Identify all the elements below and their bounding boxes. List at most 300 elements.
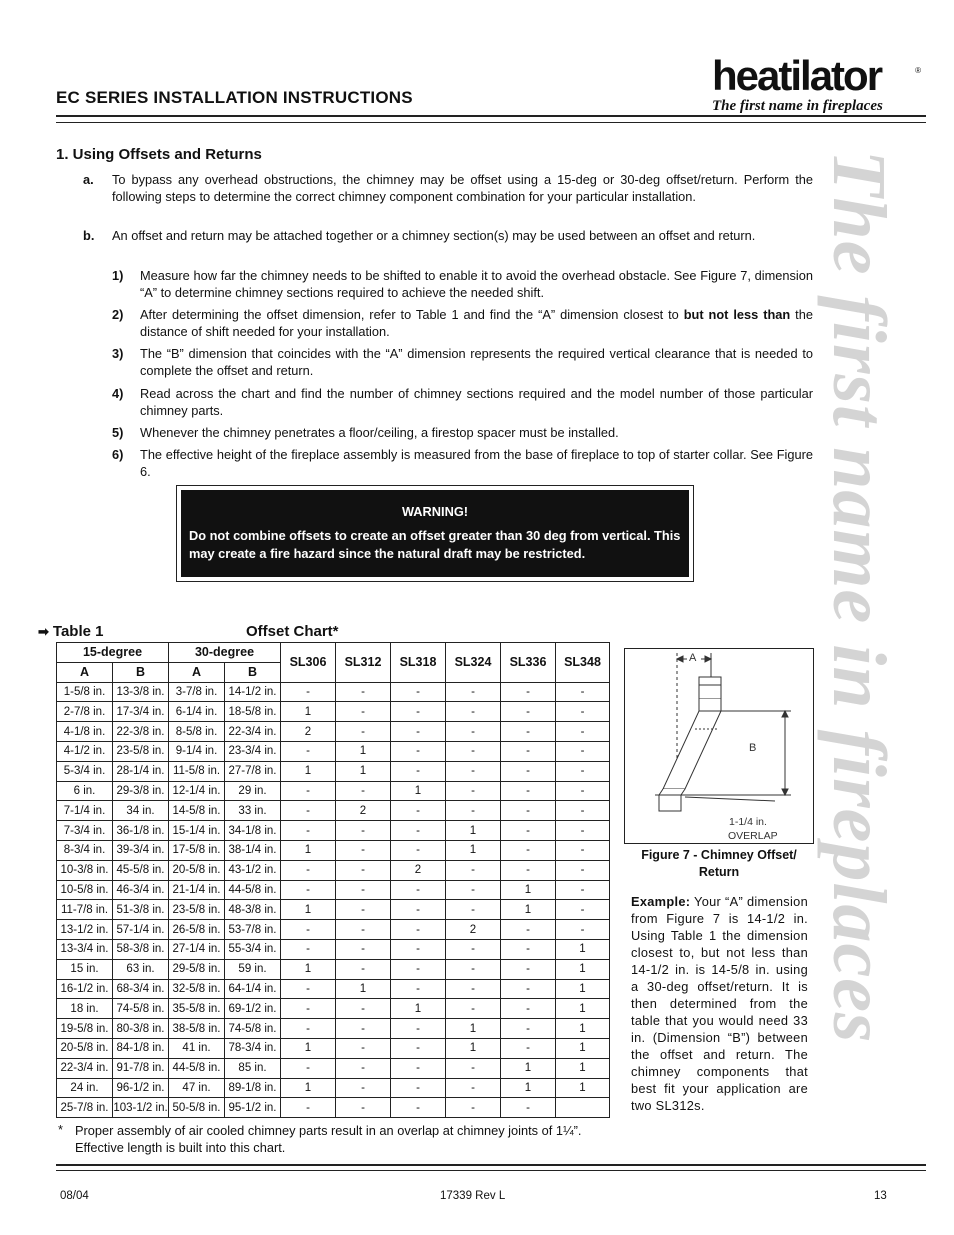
table-cell: 1 [556, 999, 610, 1019]
model-header: SL336 [501, 643, 556, 683]
table-row [57, 900, 610, 920]
table-cell: 36-1/8 in. [113, 821, 169, 841]
table-cell: 23-5/8 in. [113, 741, 169, 761]
table-cell: - [336, 1058, 391, 1078]
table-cell: 1 [556, 939, 610, 959]
table-cell: 14-1/2 in. [225, 682, 281, 702]
table-cell: - [336, 1038, 391, 1058]
table-cell: 103-1/2 in. [113, 1098, 169, 1118]
table-cell: 27-1/4 in. [169, 939, 225, 959]
item-b-label: b. [83, 228, 95, 243]
table-arrow-icon: ➡ [38, 624, 49, 639]
table-row [57, 741, 610, 761]
table-cell: 1 [556, 1038, 610, 1058]
table-cell: 1 [501, 1078, 556, 1098]
heatilator-logo [712, 52, 921, 115]
figure-7-box [624, 648, 814, 844]
table-cell: 33 in. [225, 801, 281, 821]
item-a-text: To bypass any overhead obstructions, the chimney may be offset using a 15-deg or 30-deg offset/return. Perform the following steps to determine the correct chimney component combination for your particular installation. [112, 172, 813, 204]
table-cell: 2-7/8 in. [57, 702, 113, 722]
table-cell: - [446, 682, 501, 702]
table-cell: 16-1/2 in. [57, 979, 113, 999]
table-cell: 85 in. [225, 1058, 281, 1078]
table-cell: - [281, 999, 336, 1019]
table-cell: - [281, 920, 336, 940]
table-cell: 1 [336, 761, 391, 781]
table-cell: 59 in. [225, 959, 281, 979]
table-cell: - [556, 761, 610, 781]
table-cell: - [336, 1019, 391, 1039]
table-cell: - [446, 880, 501, 900]
table-cell: - [556, 722, 610, 742]
logo-wordmark: heatilator [712, 52, 882, 99]
table-cell: 17-3/4 in. [113, 702, 169, 722]
table-cell: - [336, 920, 391, 940]
warning-box [176, 485, 694, 582]
table-cell: - [446, 860, 501, 880]
table-cell: - [281, 1058, 336, 1078]
logo-tagline: The first name in fireplaces [712, 98, 883, 114]
table-cell: 50-5/8 in. [169, 1098, 225, 1118]
table-cell: - [556, 860, 610, 880]
table-cell: - [556, 702, 610, 722]
table-cell: 29 in. [225, 781, 281, 801]
table-cell: - [391, 801, 446, 821]
table-cell: - [336, 821, 391, 841]
table-row [57, 959, 610, 979]
table-cell: - [281, 939, 336, 959]
table-caption [38, 623, 103, 640]
table-cell: 7-3/4 in. [57, 821, 113, 841]
table-cell: - [446, 1058, 501, 1078]
table-cell: - [391, 979, 446, 999]
table-cell: 2 [336, 801, 391, 821]
table-cell: 55-3/4 in. [225, 939, 281, 959]
warning-panel [181, 490, 689, 577]
table-cell: 29-3/8 in. [113, 781, 169, 801]
table-cell: - [556, 781, 610, 801]
table-cell: 15-1/4 in. [169, 821, 225, 841]
table-cell: - [501, 801, 556, 821]
table-cell: 91-7/8 in. [113, 1058, 169, 1078]
table-cell: 78-3/4 in. [225, 1038, 281, 1058]
table-row [57, 1058, 610, 1078]
table-cell: - [446, 801, 501, 821]
table-cell: 34-1/8 in. [225, 821, 281, 841]
table-cell: - [501, 821, 556, 841]
table-cell: - [446, 1098, 501, 1118]
table-cell: 45-5/8 in. [113, 860, 169, 880]
table-cell: 13-3/8 in. [113, 682, 169, 702]
table-row [57, 939, 610, 959]
table-cell: - [501, 722, 556, 742]
table-cell: 1 [501, 900, 556, 920]
table-cell: 20-5/8 in. [169, 860, 225, 880]
table-row [57, 880, 610, 900]
model-header: SL312 [336, 643, 391, 683]
table-row [57, 722, 610, 742]
table-cell: 8-5/8 in. [169, 722, 225, 742]
table-cell: 1 [501, 880, 556, 900]
table-cell: - [391, 1078, 446, 1098]
table-cell: - [391, 821, 446, 841]
sub-header-a: A [169, 662, 225, 682]
table-row [57, 979, 610, 999]
table-cell: 32-5/8 in. [169, 979, 225, 999]
footer-rule-thin [56, 1170, 926, 1171]
table-cell: 12-1/4 in. [169, 781, 225, 801]
table-cell: - [501, 1019, 556, 1039]
table-cell: 39-3/4 in. [113, 840, 169, 860]
table-cell: 1 [556, 1019, 610, 1039]
side-watermark-text: The first name in fireplaces [817, 150, 901, 1044]
table-cell: - [281, 1098, 336, 1118]
table-row [57, 999, 610, 1019]
table-row [57, 860, 610, 880]
step-5-num: 5) [112, 425, 124, 440]
table-cell: 69-1/2 in. [225, 999, 281, 1019]
table-cell: - [336, 682, 391, 702]
table-row [57, 761, 610, 781]
table-cell: 38-5/8 in. [169, 1019, 225, 1039]
table-row [57, 1098, 610, 1118]
table-cell: - [391, 1038, 446, 1058]
table-cell: - [281, 979, 336, 999]
table-cell: 1 [446, 1038, 501, 1058]
table-cell: - [556, 920, 610, 940]
group-header-30deg: 30-degree [169, 643, 281, 663]
table-cell: - [336, 860, 391, 880]
table-group-header-row [57, 643, 610, 663]
table-cell: - [446, 741, 501, 761]
table-row [57, 801, 610, 821]
table-cell: - [501, 840, 556, 860]
table-cell: - [391, 722, 446, 742]
chimney-offset-diagram [625, 649, 813, 843]
table-cell: - [556, 801, 610, 821]
table-label: Table 1 [52, 623, 104, 640]
table-cell: - [501, 781, 556, 801]
header-rule-thin [56, 122, 926, 123]
header-rule [56, 115, 926, 117]
footer-rule [56, 1164, 926, 1166]
table-cell: - [336, 959, 391, 979]
item-a-label: a. [83, 172, 94, 187]
table-cell: - [446, 702, 501, 722]
table-cell: - [391, 682, 446, 702]
table-cell: - [281, 741, 336, 761]
footer-page-number: 13 [874, 1190, 887, 1202]
table-footnote: Proper assembly of air cooled chimney parts result in an overlap at chimney joints of 1¼”. Effective length is built into this chart. [75, 1123, 582, 1155]
table-cell: 4-1/2 in. [57, 741, 113, 761]
table-cell: 1 [556, 1058, 610, 1078]
table-cell: - [391, 959, 446, 979]
table-cell: - [391, 702, 446, 722]
table-cell: 14-5/8 in. [169, 801, 225, 821]
table-cell: 11-7/8 in. [57, 900, 113, 920]
table-cell: 11-5/8 in. [169, 761, 225, 781]
table-cell: 34 in. [113, 801, 169, 821]
step-1-num: 1) [112, 268, 124, 283]
table-cell: - [336, 840, 391, 860]
table-cell: 9-1/4 in. [169, 741, 225, 761]
table-cell: - [336, 999, 391, 1019]
table-cell: - [281, 781, 336, 801]
table-cell: 22-3/8 in. [113, 722, 169, 742]
table-row [57, 920, 610, 940]
table-cell: 89-1/8 in. [225, 1078, 281, 1098]
table-cell: 24 in. [57, 1078, 113, 1098]
table-cell: 2 [281, 722, 336, 742]
table-row [57, 1019, 610, 1039]
table-cell: - [446, 761, 501, 781]
table-cell: 8-3/4 in. [57, 840, 113, 860]
table-cell: - [391, 939, 446, 959]
table-cell: 1 [281, 702, 336, 722]
table-cell: - [446, 900, 501, 920]
table-cell: - [391, 1019, 446, 1039]
table-cell: - [501, 939, 556, 959]
table-cell: - [556, 682, 610, 702]
table-cell: 20-5/8 in. [57, 1038, 113, 1058]
sub-header-b: B [113, 662, 169, 682]
table-cell: - [391, 880, 446, 900]
footer-doc-number: 17339 Rev L [440, 1190, 506, 1202]
footer-date: 08/04 [60, 1190, 89, 1202]
table-cell: - [391, 920, 446, 940]
table-row [57, 781, 610, 801]
table-row [57, 702, 610, 722]
table-cell: - [501, 702, 556, 722]
table-cell: 95-1/2 in. [225, 1098, 281, 1118]
table-cell: 21-1/4 in. [169, 880, 225, 900]
table-cell: 26-5/8 in. [169, 920, 225, 940]
table-cell: 58-3/8 in. [113, 939, 169, 959]
example-label: Example: [631, 894, 691, 909]
table-row [57, 682, 610, 702]
table-body [57, 682, 610, 1118]
figure-overlap-label: OVERLAP [728, 830, 778, 842]
table-cell: - [501, 959, 556, 979]
table-cell: 35-5/8 in. [169, 999, 225, 1019]
example-paragraph [631, 893, 808, 1114]
table-cell: - [281, 880, 336, 900]
table-cell: 84-1/8 in. [113, 1038, 169, 1058]
table-cell: - [446, 1078, 501, 1098]
table-cell: 3-7/8 in. [169, 682, 225, 702]
model-header: SL324 [446, 643, 501, 683]
table-cell: 44-5/8 in. [169, 1058, 225, 1078]
table-cell: 64-1/4 in. [225, 979, 281, 999]
table-cell: 2 [391, 860, 446, 880]
table-cell: 1 [556, 1078, 610, 1098]
table-row [57, 821, 610, 841]
step-2-text-bold: but not less than [683, 307, 791, 322]
table-cell: 29-5/8 in. [169, 959, 225, 979]
table-cell: - [446, 959, 501, 979]
table-cell: - [501, 979, 556, 999]
table-cell: 15 in. [57, 959, 113, 979]
step-6-num: 6) [112, 447, 124, 462]
table-cell: - [336, 1098, 391, 1118]
table-cell: - [336, 781, 391, 801]
sub-header-a: A [57, 662, 113, 682]
table-cell: - [391, 741, 446, 761]
table-cell: 1 [281, 1038, 336, 1058]
table-cell: 1-5/8 in. [57, 682, 113, 702]
step-3-text: The “B” dimension that coincides with the “A” dimension represents the required vertical clearance that is needed to complete the offset and return. [140, 346, 813, 378]
table-cell: - [281, 821, 336, 841]
step-2-num: 2) [112, 307, 124, 322]
table-cell: 53-7/8 in. [225, 920, 281, 940]
table-cell: 1 [501, 1058, 556, 1078]
step-6-text: The effective height of the fireplace assembly is measured from the base of fireplace to top of starter collar. See Figure 6. [140, 447, 813, 479]
table-cell: 4-1/8 in. [57, 722, 113, 742]
table-cell: - [336, 722, 391, 742]
table-cell: 2 [446, 920, 501, 940]
table-row [57, 1078, 610, 1098]
table-cell: - [391, 840, 446, 860]
table-cell: - [501, 1098, 556, 1118]
table-cell: - [556, 880, 610, 900]
table-cell: - [336, 900, 391, 920]
table-cell: 46-3/4 in. [113, 880, 169, 900]
table-cell: - [391, 900, 446, 920]
table-row [57, 1038, 610, 1058]
offset-chart-table [56, 642, 610, 1118]
table-cell: 5-3/4 in. [57, 761, 113, 781]
step-4-num: 4) [112, 386, 124, 401]
table-cell: 1 [391, 999, 446, 1019]
step-2-text [140, 306, 813, 340]
side-watermark [812, 140, 924, 1160]
table-cell: - [391, 1098, 446, 1118]
table-cell: 43-1/2 in. [225, 860, 281, 880]
table-cell: - [501, 860, 556, 880]
table-cell: - [281, 1019, 336, 1039]
table-title: Offset Chart* [246, 623, 339, 640]
model-header: SL348 [556, 643, 610, 683]
table-cell: - [556, 900, 610, 920]
model-header: SL318 [391, 643, 446, 683]
table-cell: - [446, 999, 501, 1019]
table-cell: 96-1/2 in. [113, 1078, 169, 1098]
table-cell: 1 [281, 959, 336, 979]
table-cell: - [336, 1078, 391, 1098]
table-cell: 18-5/8 in. [225, 702, 281, 722]
table-cell: 1 [281, 761, 336, 781]
table-cell: 27-7/8 in. [225, 761, 281, 781]
table-cell: 17-5/8 in. [169, 840, 225, 860]
table-cell: 10-3/8 in. [57, 860, 113, 880]
table-cell: - [281, 801, 336, 821]
figure-label-a: A [689, 652, 697, 664]
page-header-title: EC SERIES INSTALLATION INSTRUCTIONS [56, 88, 413, 107]
table-cell: - [281, 860, 336, 880]
table-cell: 57-1/4 in. [113, 920, 169, 940]
table-cell: - [446, 979, 501, 999]
section-title: 1. Using Offsets and Returns [56, 146, 262, 163]
table-cell: 23-3/4 in. [225, 741, 281, 761]
step-2-text-pre: After determining the offset dimension, refer to Table 1 and find the “A” dimension closest to [140, 307, 684, 322]
table-cell: 38-1/4 in. [225, 840, 281, 860]
example-text: Your “A” dimension from Figure 7 is 14-1/2 in. Using Table 1 the dimension closest to, but not less than 14-1/2 in. is 14-5/8 in. using a 30-deg offset/return. It is then determined from the table that you would need 33 in. (Dimension “B”) between the offset and return. The chimney components that best fit your application are two SL312s. [631, 894, 808, 1113]
step-2-text-post: the distance of shift needed for your installation. [140, 307, 813, 339]
table-cell: - [501, 761, 556, 781]
table-cell: - [336, 939, 391, 959]
warning-heading: WARNING! [401, 504, 469, 519]
table-cell: - [281, 682, 336, 702]
step-1-text: Measure how far the chimney needs to be shifted to enable it to avoid the overhead obstacle. See Figure 7, dimension “A” to determine chimney sections required to achieve the needed shift. [140, 268, 813, 300]
table-cell: 28-1/4 in. [113, 761, 169, 781]
step-4-text: Read across the chart and find the number of chimney sections required and the model number of those particular chimney parts. [140, 386, 813, 418]
table-cell: 1 [281, 900, 336, 920]
table-cell: 1 [446, 840, 501, 860]
table-cell: - [501, 999, 556, 1019]
table-cell: 7-1/4 in. [57, 801, 113, 821]
sub-header-b: B [225, 662, 281, 682]
table-cell: - [336, 702, 391, 722]
table-cell: - [501, 682, 556, 702]
table-cell: 10-5/8 in. [57, 880, 113, 900]
table-cell: 25-7/8 in. [57, 1098, 113, 1118]
step-3-num: 3) [112, 346, 124, 361]
table-cell: - [446, 781, 501, 801]
table-cell: - [336, 880, 391, 900]
table-cell: 23-5/8 in. [169, 900, 225, 920]
table-cell: - [391, 761, 446, 781]
table-cell [556, 1098, 610, 1118]
model-header: SL306 [281, 643, 336, 683]
table-cell: - [501, 741, 556, 761]
table-cell: 1 [336, 741, 391, 761]
table-cell: - [446, 939, 501, 959]
table-row [57, 840, 610, 860]
table-cell: 51-3/8 in. [113, 900, 169, 920]
table-cell: 1 [446, 821, 501, 841]
table-cell: 47 in. [169, 1078, 225, 1098]
footnote-mark: * [58, 1122, 63, 1137]
table-cell: 63 in. [113, 959, 169, 979]
table-cell: 19-5/8 in. [57, 1019, 113, 1039]
table-cell: - [556, 741, 610, 761]
table-cell: 41 in. [169, 1038, 225, 1058]
table-cell: 74-5/8 in. [113, 999, 169, 1019]
table-cell: 1 [281, 840, 336, 860]
table-cell: 22-3/4 in. [57, 1058, 113, 1078]
table-cell: 48-3/8 in. [225, 900, 281, 920]
table-cell: - [501, 920, 556, 940]
table-cell: 80-3/8 in. [113, 1019, 169, 1039]
table-cell: 1 [556, 959, 610, 979]
table-cell: 6 in. [57, 781, 113, 801]
table-cell: 1 [336, 979, 391, 999]
table-cell: - [391, 1058, 446, 1078]
figure-label-b: B [749, 742, 757, 754]
table-cell: 74-5/8 in. [225, 1019, 281, 1039]
table-cell: 6-1/4 in. [169, 702, 225, 722]
table-cell: 1 [391, 781, 446, 801]
table-cell: 18 in. [57, 999, 113, 1019]
registered-mark: ® [915, 66, 921, 75]
table-cell: - [556, 840, 610, 860]
table-cell: 68-3/4 in. [113, 979, 169, 999]
figure-7-caption: Figure 7 - Chimney Offset/ Return [641, 848, 797, 879]
table-cell: 1 [446, 1019, 501, 1039]
group-header-15deg: 15-degree [57, 643, 169, 663]
step-5-text: Whenever the chimney penetrates a floor/ceiling, a firestop spacer must be installed. [140, 425, 619, 440]
table-cell: 22-3/4 in. [225, 722, 281, 742]
